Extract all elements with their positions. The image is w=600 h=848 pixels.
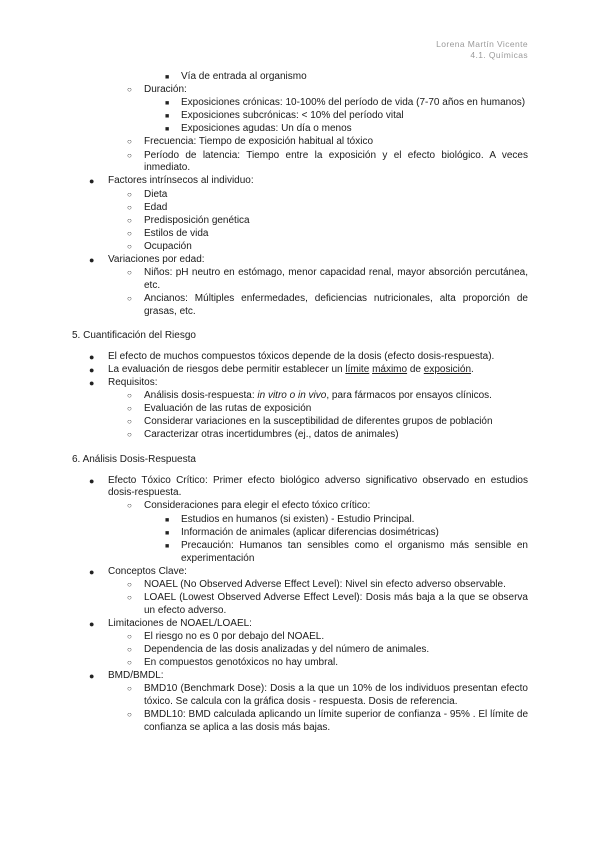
circle-bullet-icon: ○: [127, 430, 132, 440]
list-item: ● Requisitos:: [89, 377, 158, 389]
list-item: ○ En compuestos genotóxicos no hay umbral.: [127, 656, 338, 668]
list-item: ■ Precaución: Humanos tan sensibles como el organismo más sensible en experimentación: [165, 539, 528, 564]
underlined-term: límite: [345, 363, 370, 375]
list-item: ● Variaciones por edad:: [89, 254, 205, 266]
dot-bullet-icon: ●: [89, 378, 95, 389]
list-item: ● El efecto de muchos compuestos tóxicos depende de la dosis (efecto dosis-respuesta).: [89, 350, 495, 362]
list-item: ■ Información de animales (aplicar diferencias dosimétricas): [0, 527, 600, 540]
list-item: ○ Niños: pH neutro en estómago, menor capacidad renal, mayor absorción percutánea, etc.: [127, 267, 528, 291]
circle-bullet-icon: ○: [127, 404, 132, 414]
circle-bullet-icon: ○: [127, 644, 132, 654]
circle-bullet-icon: ○: [127, 657, 132, 667]
list-item: ○ Caracterizar otras incertidumbres (ej., datos de animales): [127, 429, 399, 441]
circle-bullet-icon: ○: [127, 592, 132, 602]
dot-bullet-icon: ●: [89, 364, 95, 375]
circle-bullet-icon: ○: [127, 579, 132, 589]
circle-bullet-icon: ○: [127, 228, 132, 238]
dot-bullet-icon: ●: [89, 671, 95, 682]
list-item: ○ Dieta: [127, 188, 168, 200]
list-item: ○ Ancianos: Múltiples enfermedades, deficiencias nutricionales, alta proporción de grasas, etc.: [127, 293, 528, 317]
list-item: ○ Predisposición genética: [127, 214, 250, 226]
circle-bullet-icon: ○: [127, 631, 132, 641]
list-item: ■ Exposiciones agudas: Un día o menos: [0, 123, 600, 136]
list-item: ○ El riesgo no es 0 por debajo del NOAEL.: [127, 630, 325, 642]
list-item: ● Factores intrínsecos al individuo:: [89, 175, 254, 187]
list-item: ■ Vía de entrada al organismo: [0, 71, 600, 84]
section-title: 5. Cuantificación del Riesgo: [72, 329, 196, 341]
circle-bullet-icon: ○: [127, 137, 132, 147]
list-item: ● La evaluación de riesgos debe permitir establecer un límite máximo de exposición.: [89, 363, 474, 375]
dot-bullet-icon: ●: [89, 618, 95, 629]
circle-bullet-icon: ○: [127, 684, 132, 694]
dot-bullet-icon: ●: [89, 255, 95, 266]
list-item: ● Conceptos Clave:: [89, 565, 187, 577]
list-item: ○ Estilos de vida: [127, 227, 209, 239]
list-item: ■ Exposiciones crónicas: 10-100% del período de vida (7-70 años en humanos): [0, 97, 600, 110]
list-item: ○ Considerar variaciones en la susceptibilidad de diferentes grupos de población: [127, 416, 493, 428]
page-header: [436, 39, 528, 61]
circle-bullet-icon: ○: [127, 417, 132, 427]
document-body: [0, 71, 600, 735]
list-item: ○ Período de latencia: Tiempo entre la exposición y el efecto biológico. A veces inmediato.: [127, 149, 528, 174]
list-item: ○ Duración:: [127, 84, 187, 96]
underlined-term: máximo: [372, 363, 408, 375]
square-bullet-icon: ■: [165, 74, 170, 81]
circle-bullet-icon: ○: [127, 241, 132, 251]
list-item: ○ Ocupación: [127, 240, 192, 252]
dot-bullet-icon: ●: [89, 566, 95, 577]
square-bullet-icon: ■: [165, 529, 170, 537]
list-item: ○ Evaluación de las rutas de exposición: [127, 403, 312, 415]
list-item: ■ Exposiciones subcrónicas: < 10% del período vital: [0, 110, 600, 123]
list-item: ○ LOAEL (Lowest Observed Adverse Effect Level): Dosis más baja a la que se observa un efecto adverso.: [127, 591, 528, 616]
dot-bullet-icon: ●: [89, 351, 95, 362]
list-item: ● Efecto Tóxico Crítico: Primer efecto biológico adverso significativo observado en estudios dosis-respuesta.: [89, 474, 528, 499]
square-bullet-icon: ■: [165, 100, 170, 108]
list-item: ○ BMDL10: BMD calculada aplicando un límite superior de confianza - 95% . El límite de confianza se aplica a las dosis más bajas.: [127, 709, 528, 733]
dot-bullet-icon: ●: [89, 475, 95, 486]
circle-bullet-icon: ○: [127, 150, 132, 160]
section-title: 6. Análisis Dosis-Respuesta: [72, 453, 196, 465]
subject-label: 4.1. Químicas: [470, 50, 528, 60]
circle-bullet-icon: ○: [127, 202, 132, 212]
underlined-term: exposición: [423, 363, 472, 375]
circle-bullet-icon: ○: [127, 391, 132, 401]
circle-bullet-icon: ○: [127, 501, 132, 511]
list-item: ○ Dependencia de las dosis analizadas y del número de animales.: [127, 643, 430, 655]
list-item: ○ Edad: [127, 201, 168, 213]
author-name: Lorena Martín Vicente: [436, 39, 528, 49]
square-bullet-icon: ■: [165, 542, 170, 550]
list-item: ○ Análisis dosis-respuesta: in vitro o in vivo, para fármacos por ensayos clínicos.: [127, 390, 492, 402]
circle-bullet-icon: ○: [127, 710, 132, 720]
list-item: ○ Frecuencia: Tiempo de exposición habitual al tóxico: [127, 136, 374, 148]
list-item: ○ Consideraciones para elegir el efecto tóxico crítico:: [127, 500, 371, 512]
list-item: ● Limitaciones de NOAEL/LOAEL:: [89, 617, 252, 629]
list-item: ○ BMD10 (Benchmark Dose): Dosis a la que un 10% de los individuos presentan efecto tóxico. Se calcula con la gráfica dosis - respuesta. Dosis de referencia.: [127, 683, 528, 707]
circle-bullet-icon: ○: [127, 294, 132, 303]
circle-bullet-icon: ○: [127, 268, 132, 278]
square-bullet-icon: ■: [165, 113, 170, 121]
dot-bullet-icon: ●: [89, 176, 95, 187]
circle-bullet-icon: ○: [127, 85, 132, 95]
list-item: ● BMD/BMDL:: [89, 670, 164, 682]
list-item: ■ Estudios en humanos (si existen) - Estudio Principal.: [0, 514, 600, 527]
square-bullet-icon: ■: [165, 126, 170, 134]
circle-bullet-icon: ○: [127, 215, 132, 225]
square-bullet-icon: ■: [165, 516, 170, 524]
circle-bullet-icon: ○: [127, 189, 132, 199]
list-item: ○ NOAEL (No Observed Adverse Effect Level): Nivel sin efecto adverso observable.: [127, 578, 506, 590]
